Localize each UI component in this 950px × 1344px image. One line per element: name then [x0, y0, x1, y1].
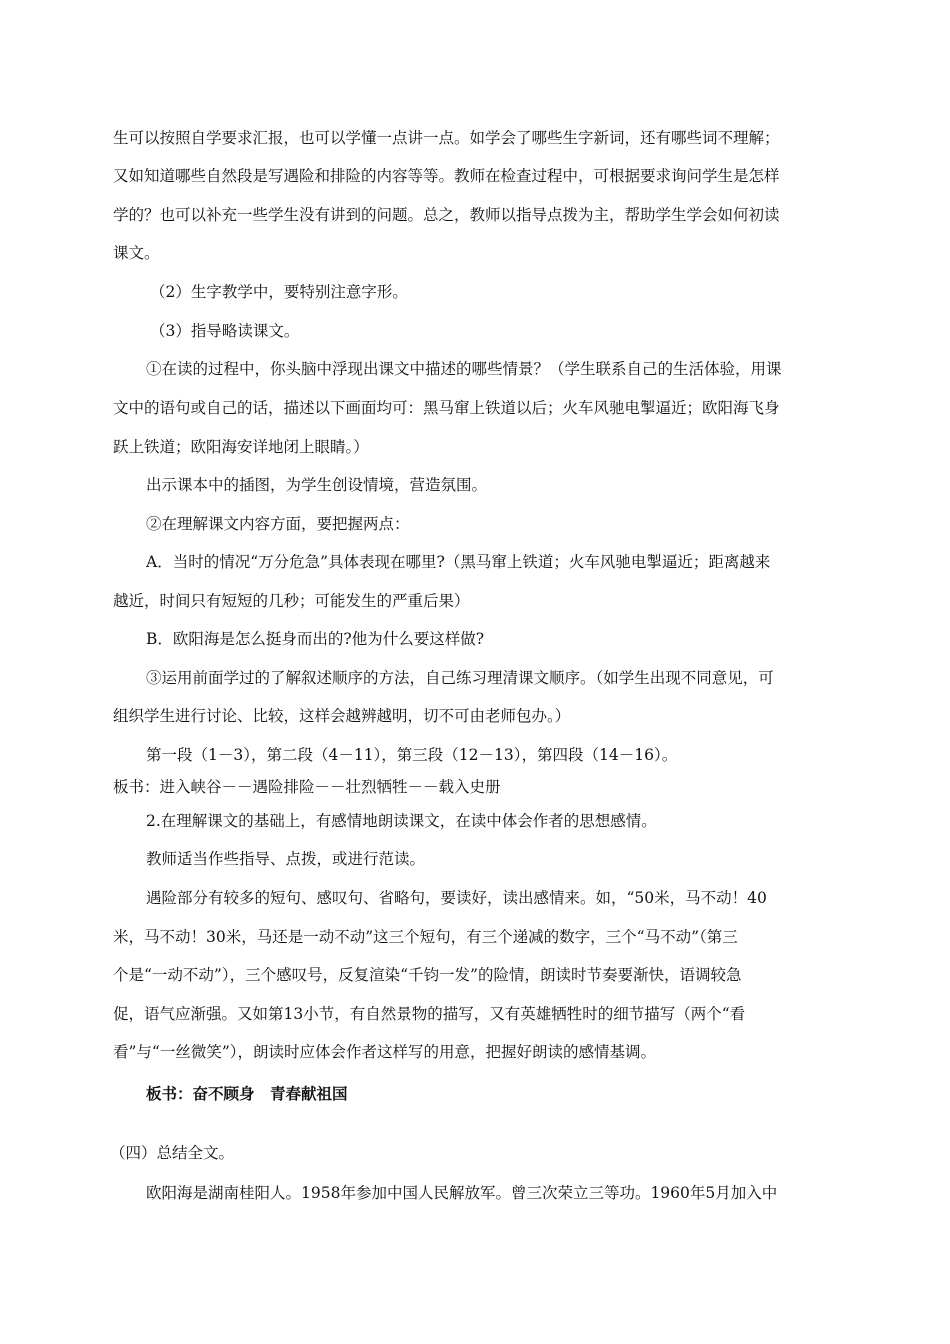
text-line: 2.在理解课文的基础上，有感情地朗读课文，在读中体会作者的思想感情。 — [146, 812, 657, 830]
text-line: 遇险部分有较多的短句、感叹句、省略句，要读好，读出感情来。如，“50米，马不动！40 — [146, 889, 767, 907]
text-line: 促，语气应渐强。又如第13小节，有自然景物的描写，又有英雄牺牲时的细节描写（两个“看 — [113, 1005, 746, 1023]
text-line: 组织学生进行讨论、比较，这样会越辨越明，切不可由老师包办。） — [113, 707, 571, 725]
section-heading: （四）总结全文。 — [110, 1144, 235, 1162]
text-line: 教师适当作些指导、点拨，或进行范读。 — [146, 850, 426, 868]
text-line: 生可以按照自学要求汇报，也可以学懂一点讲一点。如学会了哪些生字新词，还有哪些词不理解； — [113, 129, 780, 147]
text-line: ③运用前面学过的了解叙述顺序的方法，自己练习理清课文顺序。（如学生出现不同意见，可 — [146, 669, 774, 687]
text-line: A．当时的情况“万分危急”具体表现在哪里?（黑马窜上铁道；火车风驰电掣逼近；距离越来 — [146, 553, 771, 571]
text-line: 跃上铁道；欧阳海安详地闭上眼睛。） — [113, 438, 369, 456]
list-item: （2）生字教学中，要特别注意字形。 — [150, 283, 408, 301]
text-line: B．欧阳海是怎么挺身而出的?他为什么要这样做? — [146, 630, 485, 648]
text-line: 课文。 — [113, 244, 160, 262]
board-note: 板书：进入峡谷－－遇险排险－－壮烈牺牲－－载入史册 — [113, 778, 501, 796]
text-line: 看”与“一丝微笑”），朗读时应体会作者这样写的用意，把握好朗读的感情基调。 — [113, 1043, 657, 1061]
text-line: 第一段（1－3），第二段（4－11），第三段（12－13），第四段（14－16）。 — [146, 746, 678, 764]
list-item: （3）指导略读课文。 — [150, 322, 300, 340]
text-line: 米，马不动！30米，马还是一动不动”这三个短句，有三个递减的数字，三个“马不动”（第三 — [113, 928, 738, 946]
text-line: 又如知道哪些自然段是写遇险和排险的内容等等。教师在检查过程中，可根据要求询问学生是怎样 — [113, 167, 780, 185]
text-line: 越近，时间只有短短的几秒；可能发生的严重后果） — [113, 592, 470, 610]
text-line: 文中的语句或自己的话，描述以下画面均可：黑马窜上铁道以后；火车风驰电掣逼近；欧阳海飞身 — [113, 399, 780, 417]
text-line: 出示课本中的插图，为学生创设情境，营造氛围。 — [146, 476, 488, 494]
text-line: 个是“一动不动”），三个感叹号，反复渲染“千钧一发”的险情，朗读时节奏要渐快，语调较急 — [113, 966, 742, 984]
text-line: ②在理解课文内容方面，要把握两点： — [146, 515, 410, 533]
board-note-bold: 板书：奋不顾身 青春献祖国 — [146, 1084, 348, 1103]
text-line: ①在读的过程中，你头脑中浮现出课文中描述的哪些情景？（学生联系自己的生活体验，用课 — [146, 360, 782, 378]
text-line: 欧阳海是湖南桂阳人。1958年参加中国人民解放军。曾三次荣立三等功。1960年5月加入中 — [146, 1184, 778, 1202]
text-line: 学的？也可以补充一些学生没有讲到的问题。总之，教师以指导点拨为主，帮助学生学会如何初读 — [113, 206, 780, 224]
